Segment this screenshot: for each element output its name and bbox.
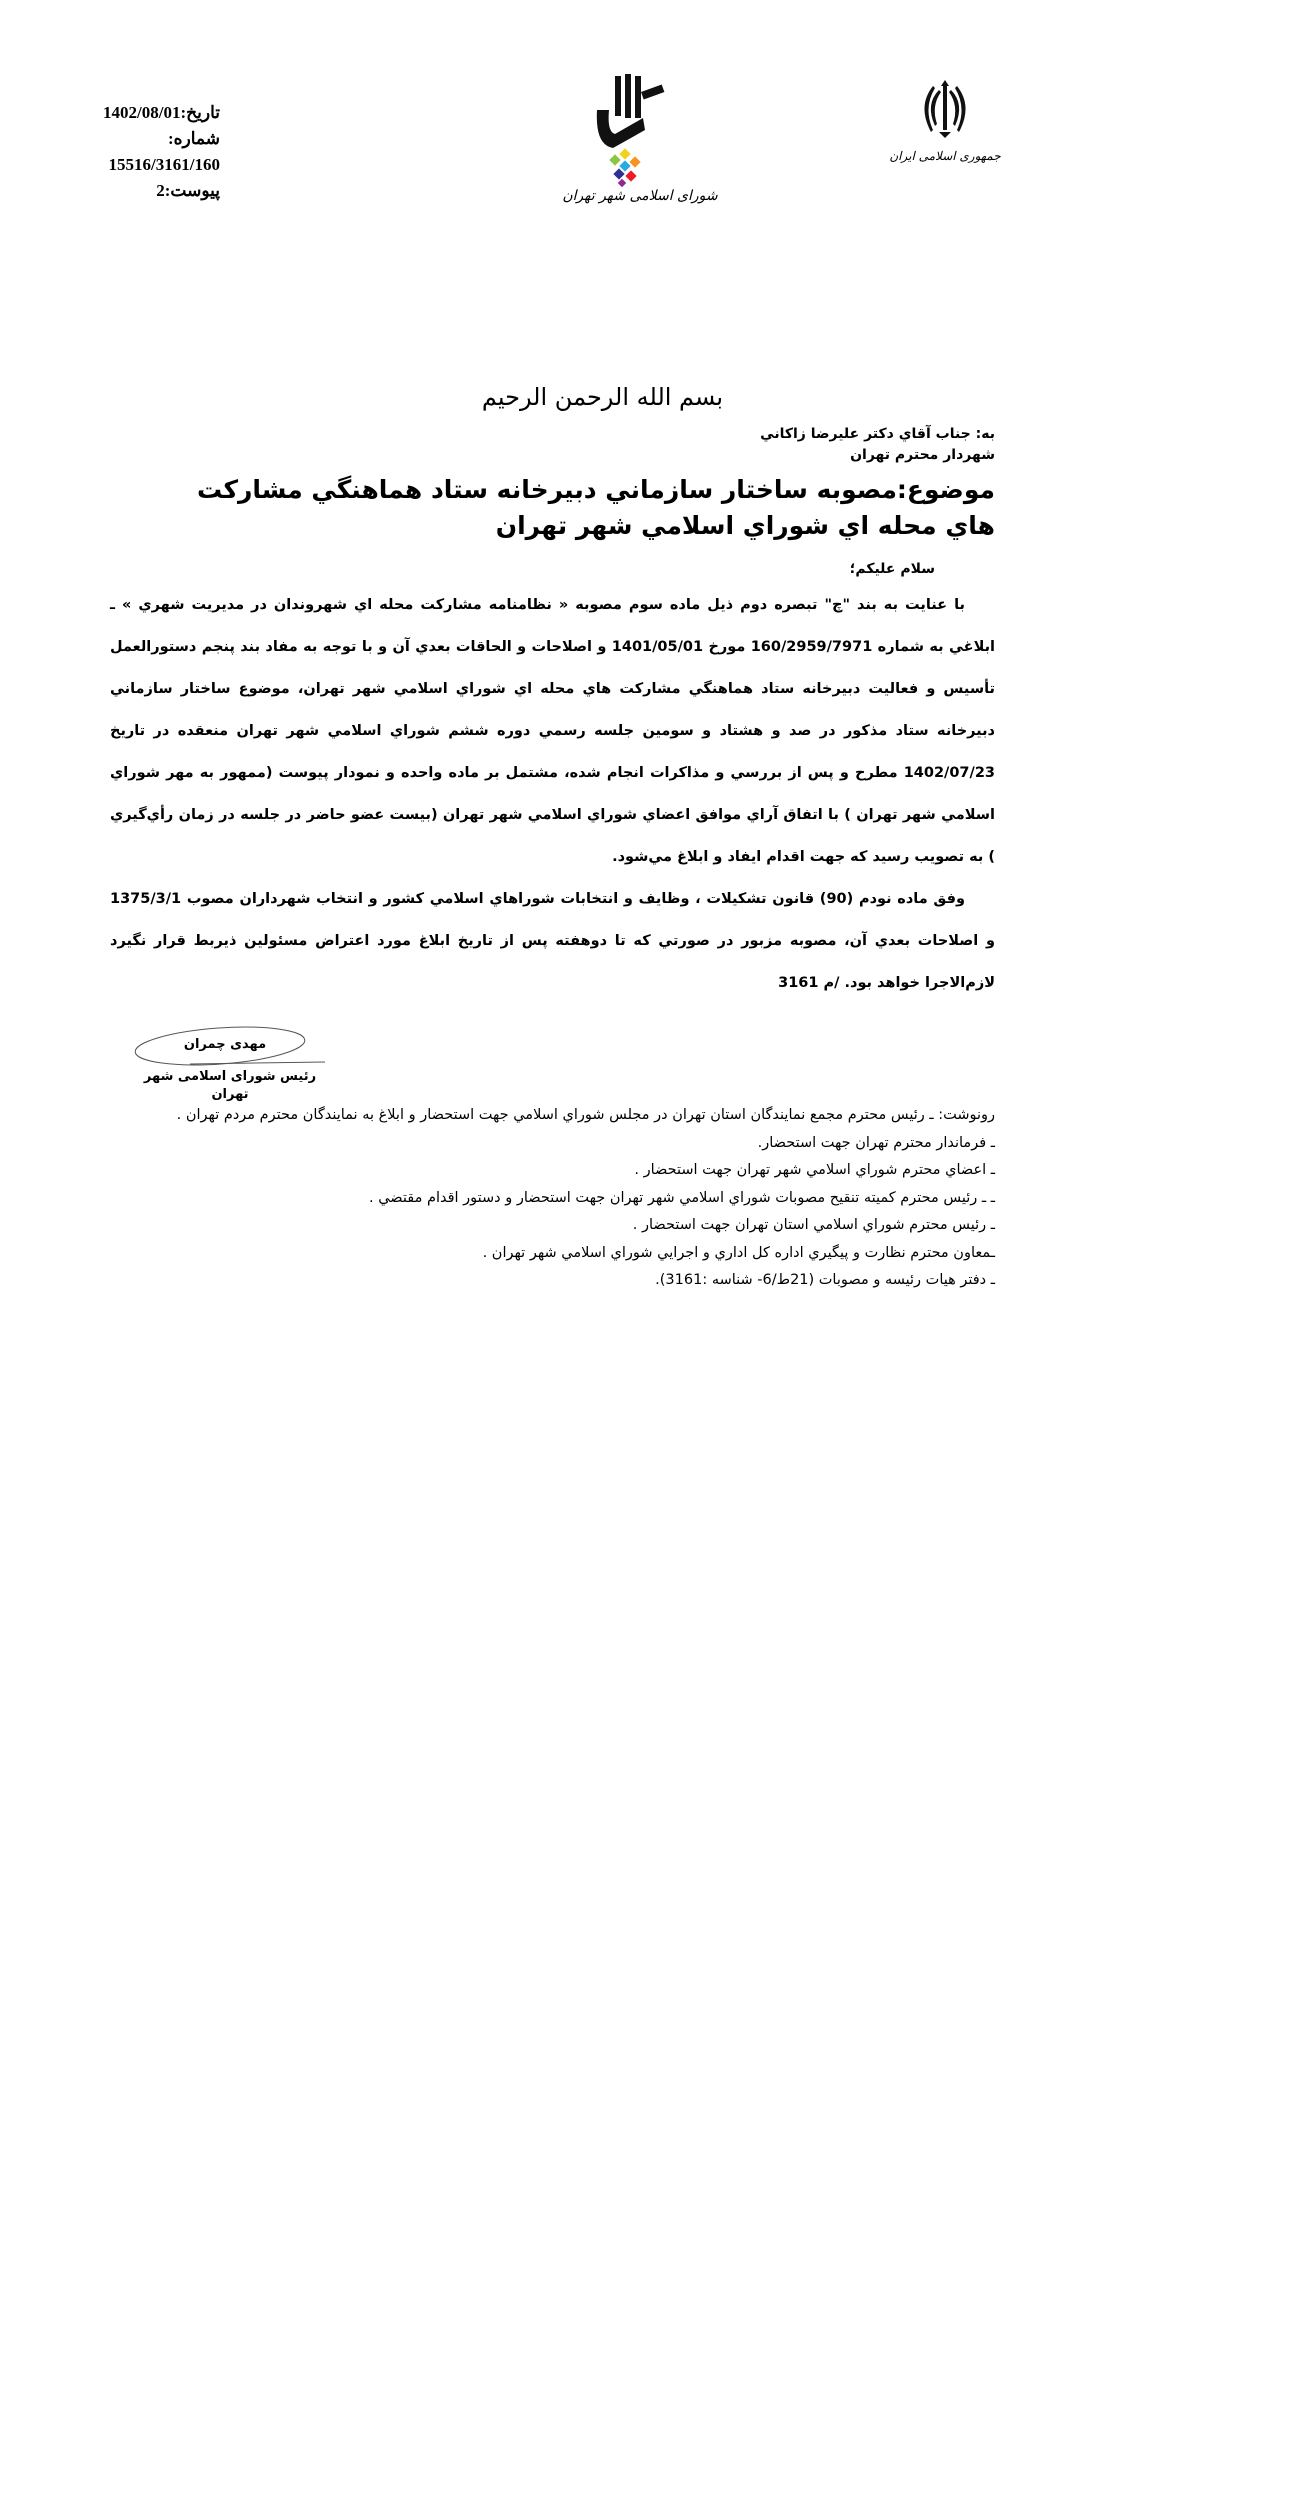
recipient [110, 424, 995, 466]
signature-block [130, 1018, 330, 1102]
letter-body [110, 584, 995, 1004]
emblem-text: جمهوری اسلامی ایران [889, 149, 1001, 163]
cc-item: ـ فرماندار محترم تهران جهت استحضار. [757, 1134, 995, 1151]
attachment-row: پیوست:2 [156, 181, 220, 200]
number-label: شماره: [167, 129, 220, 148]
signatory-name: مهدی چمران [183, 1037, 267, 1052]
cc-item: ـ اعضاي محترم شوراي اسلامي شهر تهران جهت استحضار . [634, 1162, 995, 1178]
subject-line2: هاي محله اي شوراي اسلامي شهر تهران [495, 511, 995, 540]
cc-item: ـ دفتر هيات رئيسه و مصوبات (21ط/6- شناسه :3161). [655, 1272, 995, 1288]
cc-item: ـ ـ رئيس محترم كميته تنقيح مصوبات شوراي اسلامي شهر تهران جهت استحضار و دستور اقدام مقتضي . [369, 1189, 995, 1206]
subject [110, 472, 995, 544]
attachment-value: 2 [156, 181, 165, 200]
greeting: سلام عليكم؛ [849, 561, 935, 577]
cc-item: رونوشت: ـ رئيس محترم مجمع نمايندگان استان تهران در مجلس شوراي اسلامي جهت استحضار و ابلاغ به نمايندگان محترم مردم تهران . [176, 1107, 995, 1123]
recipient-line1: به: جناب آقاي دكتر عليرضا زاكاني [760, 426, 995, 442]
cc-item: ـ رئيس محترم شوراي اسلامي استان تهران جهت استحضار . [632, 1217, 995, 1233]
paragraph-1: با عنايت به بند "چ" تبصره دوم ذيل ماده سوم مصوبه « نظامنامه مشاركت محله اي شهروندان در مديريت شهري » ـ ابلاغي به شماره 160/2959/7971 مورخ 1401/05/01 و اصلاحات و الحاقات بعدي آن و با توجه به مفاد بند پنجم دستورالعمل تأسيس و فعاليت دبيرخانه ستاد هماهنگي مشاركت هاي محله اي شوراي اسلامي شهر تهران، موضوع ساختار سازماني دبيرخانه ستاد مذكور در صد و هشتاد و سومين جلسه رسمي دوره ششم شوراي اسلامي شهر تهران منعقده در تاريخ 1402/07/23 مطرح و پس از بررسي و مذاكرات انجام شده، مشتمل بر ماده واحده و نمودار پيوست (ممهور به مهر شوراي اسلامي شهر تهران ) با اتفاق آراي موافق اعضاي شوراي اسلامي شهر تهران (بيست عضو حاضر در جلسه در زمان رأي‌گيري ) به تصويب رسيد كه جهت اقدام ايفاد و ابلاغ مي‌شود. [110, 597, 996, 865]
signatory-title: رئیس شورای اسلامی شهر تهران [143, 1069, 317, 1102]
subject-line1: موضوع:مصوبه ساختار سازماني دبيرخانه ستاد هماهنگي مشاركت [197, 475, 995, 504]
recipient-line2: شهردار محترم تهران [850, 447, 995, 463]
council-logo-text: شورای اسلامی شهر تهران [562, 188, 718, 204]
cc-list [110, 1102, 995, 1295]
date-value: 1402/08/01 [103, 103, 181, 122]
cc-item: ـمعاون محترم نظارت و پيگيري اداره كل اداري و اجرايي شوراي اسلامي شهر تهران . [482, 1244, 995, 1261]
bismillah: بسم الله الرحمن الرحيم [481, 383, 724, 411]
tehran-council-logo [555, 70, 725, 205]
letter-content [110, 380, 995, 1295]
paragraph-2: وفق ماده نودم (90) قانون تشكيلات ، وظايف و انتخابات شوراهاي اسلامي كشور و انتخاب شهرداران مصوب 1375/3/1 و اصلاحات بعدي آن، مصوبه مزبور در صورتي كه تا دوهفته پس از تاريخ ابلاغ مورد اعتراض مسئولين ذيربط قرار نگيرد لازم‌الاجرا خواهد بود. /م 3161 [110, 891, 995, 991]
iran-emblem [889, 72, 1001, 172]
letter-meta [60, 100, 220, 204]
date-row: تاریخ:1402/08/01 [103, 103, 220, 122]
number-value: 15516/3161/160 [108, 155, 220, 174]
